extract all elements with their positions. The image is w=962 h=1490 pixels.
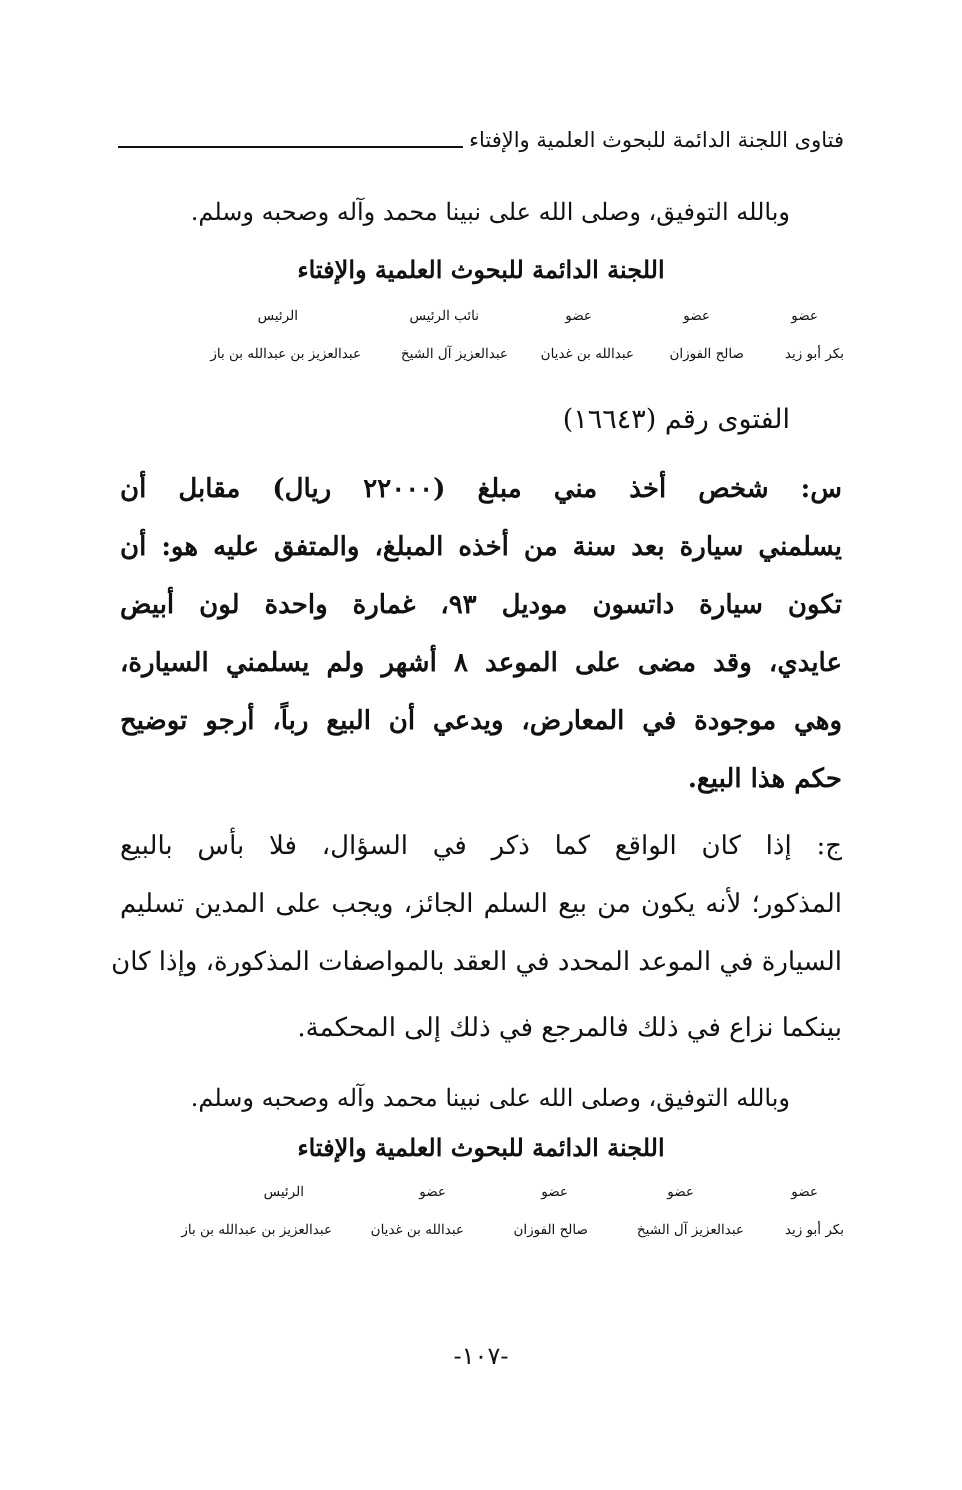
committee-title: اللجنة الدائمة للبحوث العلمية والإفتاء <box>297 255 665 284</box>
committee-title: اللجنة الدائمة للبحوث العلمية والإفتاء <box>297 1133 665 1162</box>
signatory-names <box>118 346 844 374</box>
page-number: -١٠٧- <box>453 1342 509 1370</box>
answer-line: المذكور؛ لأنه يكون من بيع السلم الجائز، ويجب على المدين تسليم <box>120 889 842 919</box>
closing-line: وبالله التوفيق، وصلى الله على نبينا محمد وآله وصحبه وسلم. <box>190 198 790 226</box>
signatory-name: عبدالعزيز بن عبدالله بن باز <box>210 346 361 362</box>
signatory-role: عضو <box>419 1184 446 1200</box>
signatory-name: عبدالعزيز آل الشيخ <box>400 346 508 362</box>
answer-line: بينكما نزاع في ذلك فالمرجع في ذلك إلى المحكمة. <box>297 1013 842 1043</box>
question-line: وهي موجودة في المعارض، ويدعي أن البيع رباً، أرجو توضيح <box>120 706 842 736</box>
signatory-roles <box>118 308 844 336</box>
signatory-name: عبدالله بن غديان <box>370 1222 464 1238</box>
signatory-name: بكر أبو زيد <box>784 346 844 362</box>
signatory-name: عبدالله بن غديان <box>540 346 634 362</box>
signatory-role: عضو <box>791 1184 818 1200</box>
signatory-name: صالح الفوزان <box>669 346 744 362</box>
fatwa-number: الفتوى رقم (١٦٦٤٣) <box>562 404 790 435</box>
signatory-name: عبدالعزيز بن عبدالله بن باز <box>181 1222 332 1238</box>
signatory-name: عبدالعزيز آل الشيخ <box>636 1222 744 1238</box>
signatory-name: بكر أبو زيد <box>784 1222 844 1238</box>
answer-line: السيارة في الموعد المحدد في العقد بالمواصفات المذكورة، وإذا كان <box>111 947 842 977</box>
signatory-name: صالح الفوزان <box>513 1222 588 1238</box>
signatory-role: عضو <box>565 308 592 324</box>
running-header-title: فتاوى اللجنة الدائمة للبحوث العلمية والإفتاء <box>469 128 844 152</box>
signatory-role: عضو <box>791 308 818 324</box>
header-rule <box>118 146 463 148</box>
question-line: يسلمني سيارة بعد سنة من أخذه المبلغ، والمتفق عليه هو: أن <box>120 532 842 562</box>
signatory-names <box>118 1222 844 1250</box>
signatory-role: نائب الرئيس <box>409 308 479 324</box>
question-line: حكم هذا البيع. <box>687 764 842 794</box>
signatory-role: عضو <box>541 1184 568 1200</box>
question-line: تكون سيارة داتسون موديل ٩٣، غمارة واحدة لون أبيض <box>120 590 842 620</box>
signatory-roles <box>118 1184 844 1212</box>
signatory-role: الرئيس <box>257 308 298 324</box>
signatory-role: عضو <box>667 1184 694 1200</box>
answer-line: ج: إذا كان الواقع كما ذكر في السؤال، فلا بأس بالبيع <box>120 831 842 861</box>
running-header <box>118 116 844 156</box>
signatory-role: الرئيس <box>263 1184 304 1200</box>
closing-line: وبالله التوفيق، وصلى الله على نبينا محمد وآله وصحبه وسلم. <box>190 1084 790 1112</box>
question-line: عايدي، وقد مضى على الموعد ٨ أشهر ولم يسلمني السيارة، <box>120 648 842 678</box>
signatory-role: عضو <box>683 308 710 324</box>
question-line: س: شخص أخذ مني مبلغ (٢٢٠٠٠ ريال) مقابل أن <box>120 474 843 504</box>
